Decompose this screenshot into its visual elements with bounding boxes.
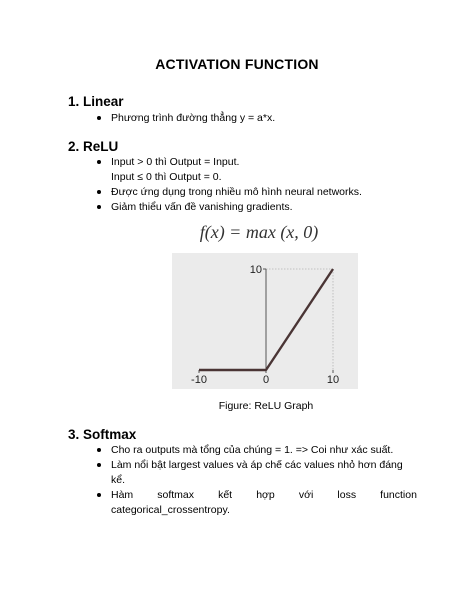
section-heading-relu: 2. ReLU <box>68 139 119 154</box>
section-heading-softmax: 3. Softmax <box>68 427 137 442</box>
list-item-continuation: kể. <box>111 474 126 486</box>
x-tick-label: -10 <box>191 374 207 386</box>
bullet-icon <box>97 205 101 209</box>
relu-formula: f(x) = max (x, 0) <box>199 222 319 242</box>
x-tick-label: 10 <box>326 374 340 386</box>
softmax-bullet-list <box>97 443 403 473</box>
list-item: Được ứng dụng trong nhiều mô hình neural networks. <box>97 185 362 200</box>
bullet-icon <box>97 160 101 164</box>
list-item: Cho ra outputs mà tổng của chúng = 1. => Coi như xác suất. <box>97 443 403 458</box>
list-item-continuation: Input ≤ 0 thì Output = 0. <box>111 171 222 183</box>
figure-caption: Figure: ReLU Graph <box>218 400 314 412</box>
list-item: Input > 0 thì Output = Input. <box>97 155 239 170</box>
justified-line: Hàm softmax kết hợp với loss function <box>111 489 417 501</box>
bullet-icon <box>97 463 101 467</box>
relu-bullet-list <box>97 155 239 170</box>
list-item-continuation: categorical_crossentropy. <box>111 504 230 516</box>
linear-bullet-list <box>97 111 275 126</box>
list-item: Làm nổi bật largest values và áp chế các values nhỏ hơn đáng <box>97 458 403 473</box>
y-tick-label: 10 <box>249 264 262 276</box>
section-heading-linear: 1. Linear <box>68 94 124 109</box>
list-item: Giảm thiểu vấn đề vanishing gradients. <box>97 200 362 215</box>
bullet-icon <box>97 116 101 120</box>
x-tick-label: 0 <box>262 374 270 386</box>
list-item <box>97 488 417 503</box>
softmax-bullet-list-2 <box>97 488 417 503</box>
bullet-icon <box>97 190 101 194</box>
relu-graph <box>172 253 358 389</box>
list-item: Phương trình đường thẳng y = a*x. <box>97 111 275 126</box>
page-title: ACTIVATION FUNCTION <box>155 56 319 72</box>
bullet-icon <box>97 493 101 497</box>
relu-bullet-list-2 <box>97 185 362 215</box>
bullet-icon <box>97 448 101 452</box>
